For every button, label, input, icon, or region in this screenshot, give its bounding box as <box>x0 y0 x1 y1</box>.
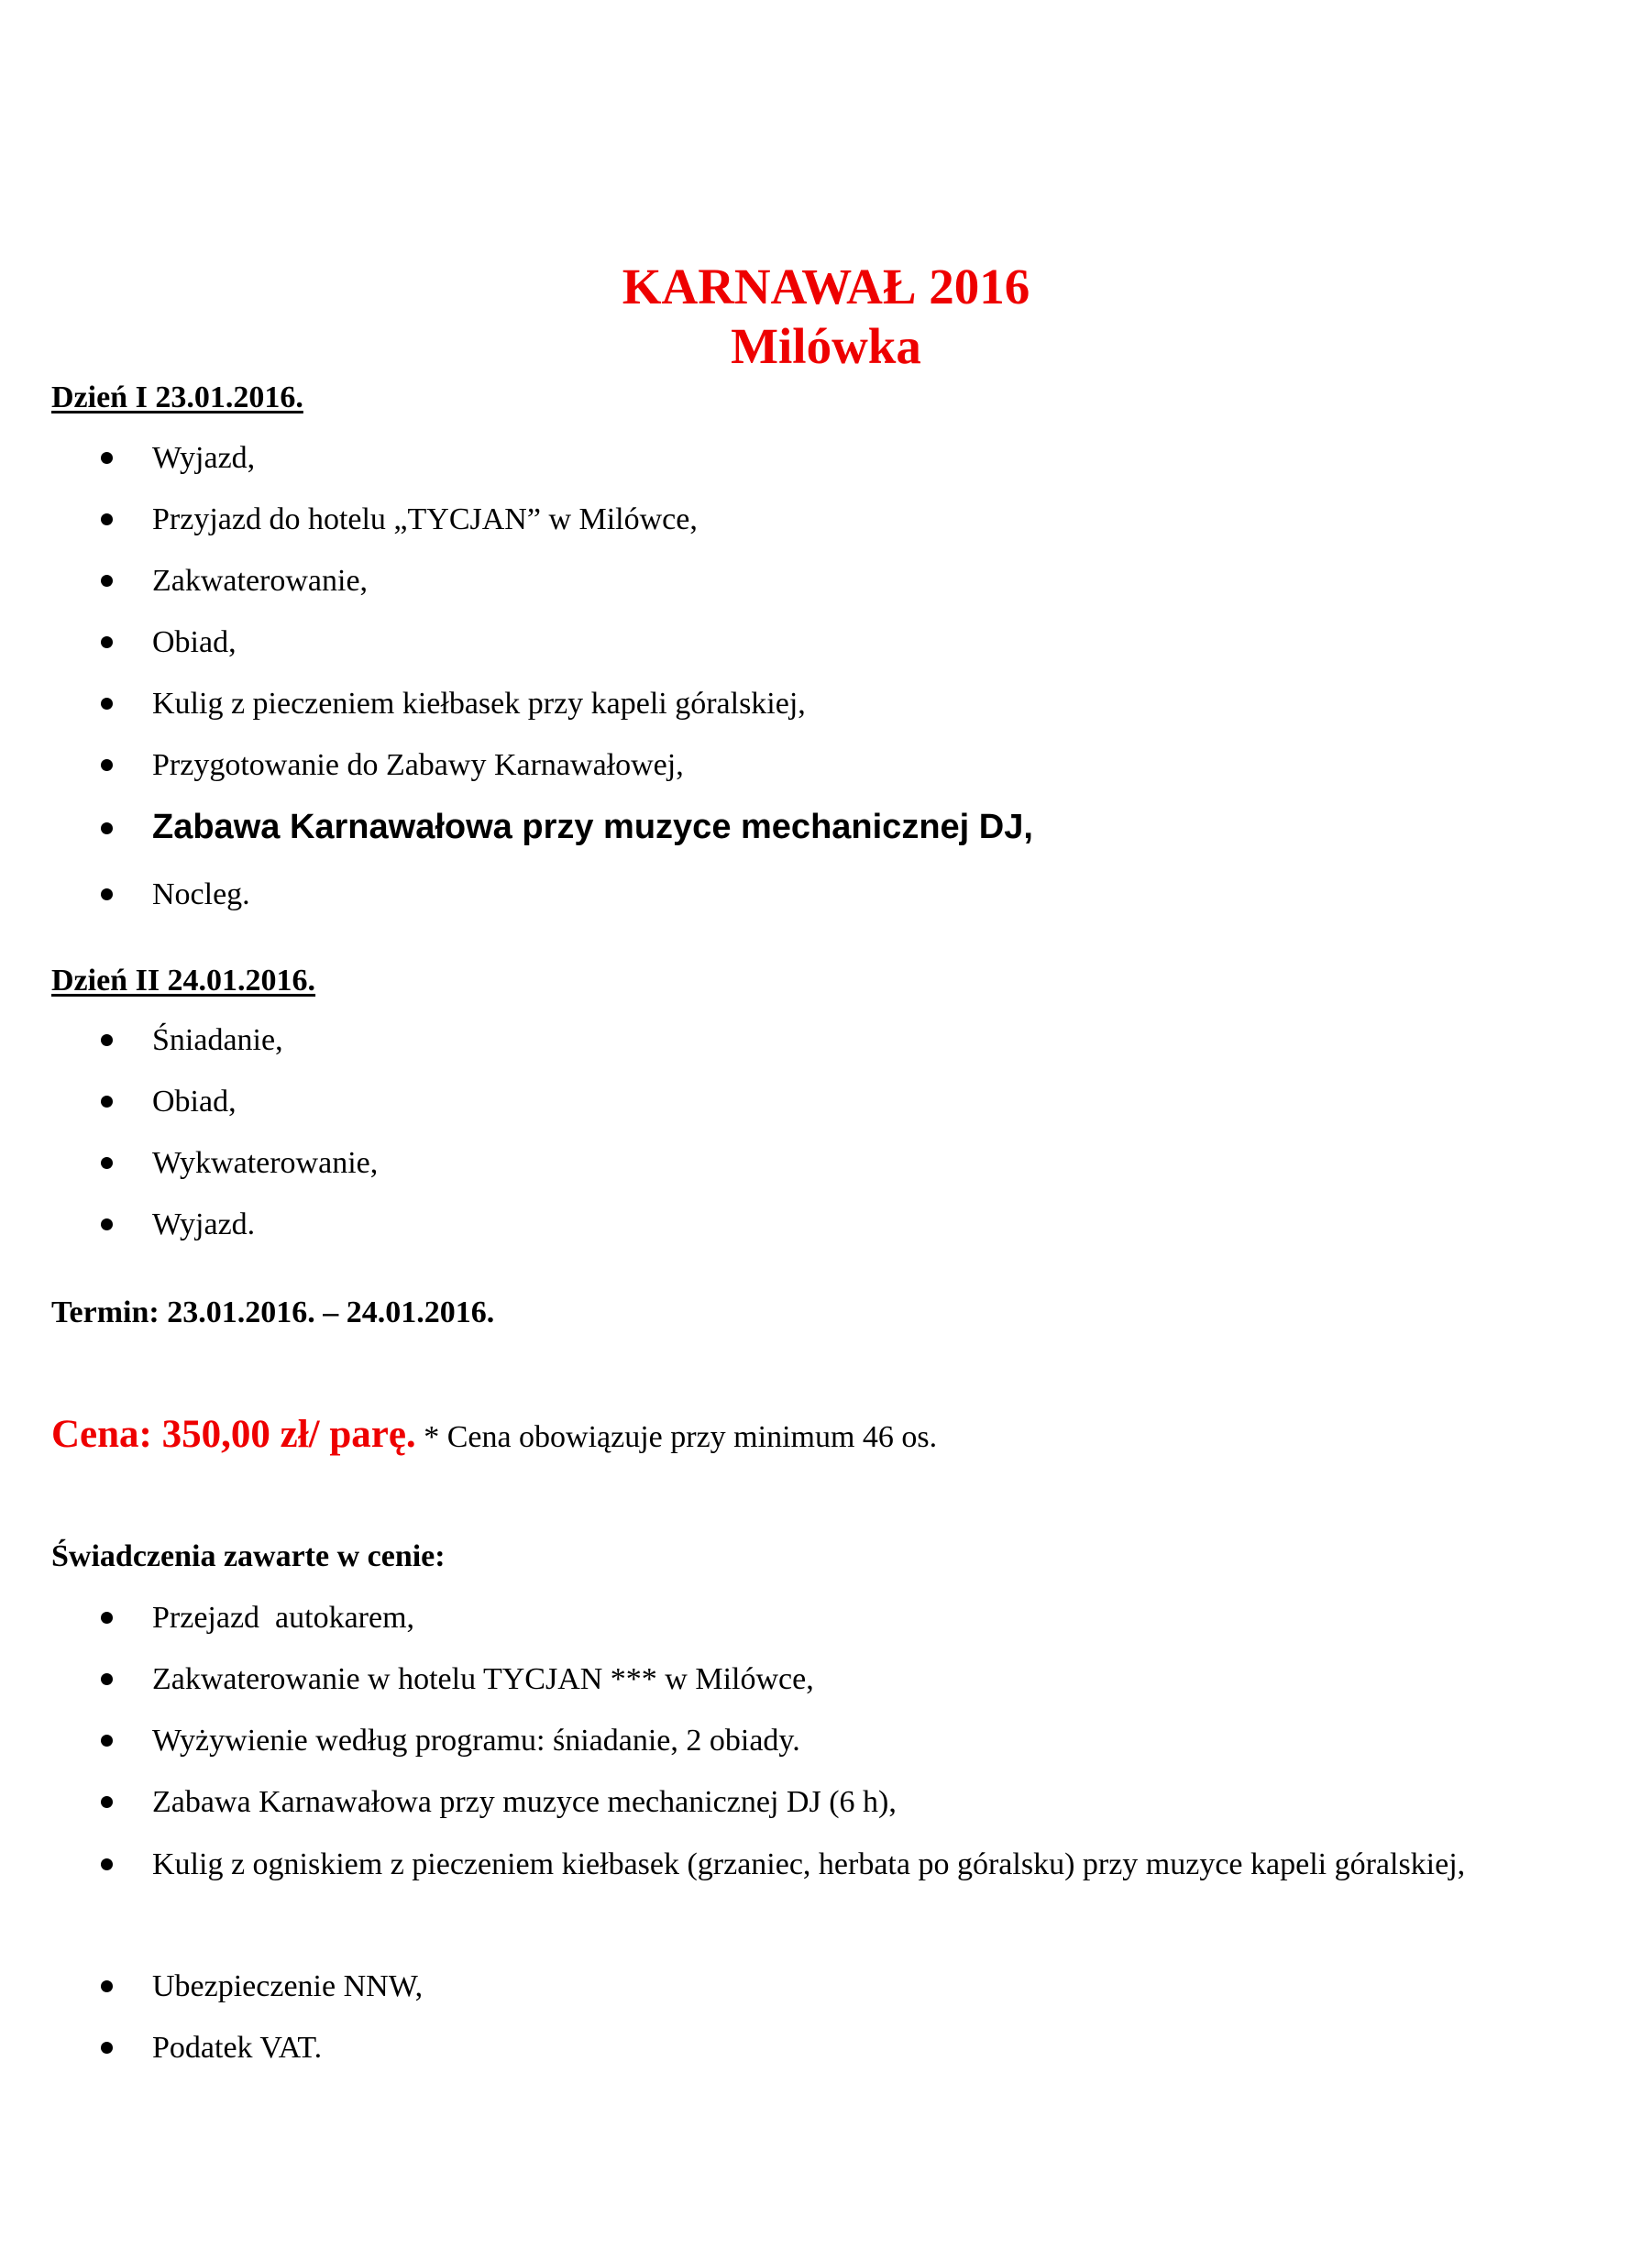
list-item-highlight <box>0 809 1033 876</box>
list-item-text: Ubezpieczenie NNW, <box>152 1969 424 2003</box>
list-item-text: Przygotowanie do Zabawy Karnawałowej, <box>152 748 684 782</box>
list-item <box>0 440 1033 502</box>
document-title: KARNAWAŁ 2016 <box>622 259 1030 314</box>
bullet-icon <box>101 822 113 834</box>
bullet-icon <box>101 1096 113 1108</box>
included-heading: Świadczenia zawarte w cenie: <box>51 1539 446 1573</box>
list-item <box>0 1600 1472 1661</box>
bullet-icon <box>101 888 113 900</box>
document-subtitle: Milówka <box>731 318 921 374</box>
bullet-icon <box>101 1673 113 1685</box>
list-item <box>0 1084 378 1145</box>
list-item-text: Kulig z ogniskiem z pieczeniem kiełbasek (grzaniec, herbata po góralsku) przy muzyce kapeli góralskiej, <box>152 1847 1466 1881</box>
list-item-text: Śniadanie, <box>152 1023 283 1057</box>
list-item-text: Wyjazd. <box>152 1207 256 1241</box>
bullet-icon <box>101 636 113 648</box>
list-item-text: Nocleg. <box>152 877 250 911</box>
list-item <box>0 1834 1472 1957</box>
price-label: Cena: 350,00 zł/ parę. <box>51 1413 416 1456</box>
day1-heading: Dzień I 23.01.2016. <box>51 380 303 414</box>
bullet-icon <box>101 1218 113 1230</box>
bullet-icon <box>101 452 113 464</box>
list-item-text: Zabawa Karnawałowa przy muzyce mechanicznej DJ, <box>152 808 1033 846</box>
day1-list <box>0 440 1033 938</box>
list-item-text: Zakwaterowanie, <box>152 564 369 598</box>
bullet-icon <box>101 1612 113 1624</box>
list-item-text: Zabawa Karnawałowa przy muzyce mechanicznej DJ (6 h), <box>152 1785 897 1819</box>
list-item <box>0 686 1033 747</box>
list-item <box>0 624 1033 686</box>
day2-list <box>0 1022 378 1268</box>
list-item <box>0 1207 378 1268</box>
list-item <box>0 1022 378 1084</box>
list-item <box>0 1661 1472 1723</box>
list-item <box>0 502 1033 563</box>
bullet-icon <box>101 759 113 771</box>
bullet-icon <box>101 575 113 587</box>
price-line <box>51 1412 937 1466</box>
bullet-icon <box>101 1858 113 1870</box>
bullet-icon <box>101 2042 113 2054</box>
list-item <box>0 747 1033 809</box>
list-item-text: Wyjazd, <box>152 441 256 475</box>
bullet-icon <box>101 1980 113 1992</box>
list-item-text: Kulig z pieczeniem kiełbasek przy kapeli góralskiej, <box>152 687 806 721</box>
list-item-text: Wyżywienie według programu: śniadanie, 2 obiady. <box>152 1724 800 1758</box>
bullet-icon <box>101 513 113 525</box>
list-item-text: Przyjazd do hotelu „TYCJAN” w Milówce, <box>152 502 698 536</box>
list-item-text: Wykwaterowanie, <box>152 1146 379 1180</box>
list-item <box>0 1723 1472 1784</box>
list-item-text: Podatek VAT. <box>152 2031 323 2065</box>
list-item-text: Obiad, <box>152 625 237 659</box>
term-line: Termin: 23.01.2016. – 24.01.2016. <box>51 1295 495 1329</box>
bullet-icon <box>101 1735 113 1747</box>
bullet-icon <box>101 698 113 710</box>
bullet-icon <box>101 1157 113 1169</box>
list-item-text: Obiad, <box>152 1085 237 1119</box>
included-list <box>0 1600 1472 2091</box>
price-note: * Cena obowiązuje przy minimum 46 os. <box>415 1420 938 1454</box>
list-item <box>0 563 1033 624</box>
list-item <box>0 2030 1472 2091</box>
bullet-icon <box>101 1796 113 1808</box>
list-item <box>0 876 1033 938</box>
list-item-text: Zakwaterowanie w hotelu TYCJAN *** w Milówce, <box>152 1662 814 1696</box>
day2-heading: Dzień II 24.01.2016. <box>51 964 316 998</box>
list-item <box>0 1968 1472 2030</box>
bullet-icon <box>101 1034 113 1046</box>
list-item <box>0 1145 378 1207</box>
list-item-text: Przejazd autokarem, <box>152 1601 415 1635</box>
title-block <box>0 257 1652 376</box>
